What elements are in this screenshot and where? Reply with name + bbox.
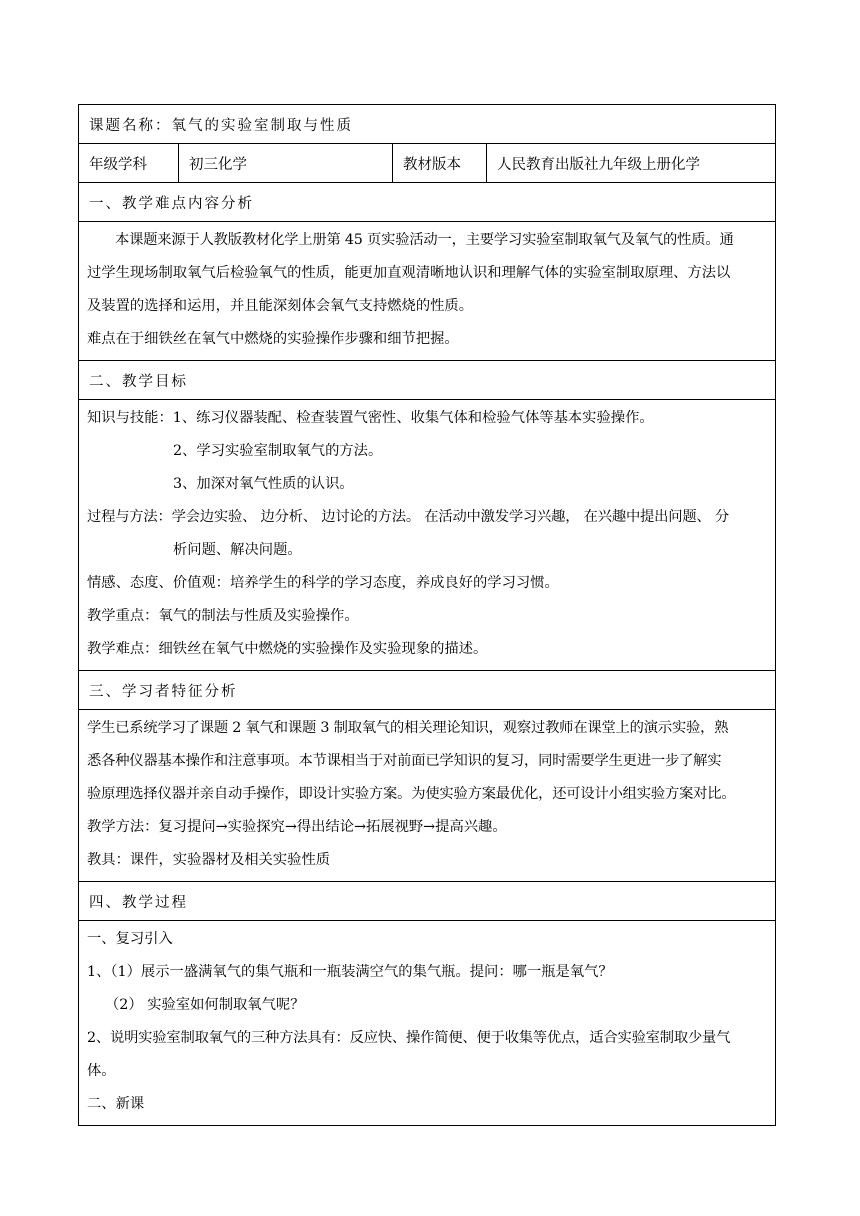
knowledge-line: 3、加深对氧气性质的认识。 bbox=[173, 476, 354, 492]
course-title-row bbox=[78, 104, 776, 143]
section-4-heading: 四、教学过程 bbox=[89, 894, 188, 911]
review-title: 一、复习引入 bbox=[87, 931, 173, 947]
paragraph-line: 过学生现场制取氧气后检验氧气的性质，能更加直观清晰地认识和理解气体的实验室制取原理、方法以 bbox=[87, 265, 731, 281]
edition-value: 人民教育出版社九年级上册化学 bbox=[497, 156, 700, 173]
section-1-body bbox=[78, 221, 776, 360]
paragraph-line: 本课题来源于人教版教材化学上册第 45 页实验活动一，主要学习实验室制取氧气及氧气的性质。通 bbox=[115, 232, 734, 248]
paragraph-line: 体。 bbox=[87, 1063, 116, 1079]
emotion-line: 情感、态度、价值观：培养学生的科学的学习态度，养成良好的学习习惯。 bbox=[87, 575, 559, 591]
paragraph-line: 悉各种仪器基本操作和注意事项。本节课相当于对前面已学知识的复习，同时需要学生更进一步了解实 bbox=[87, 753, 722, 769]
knowledge-line: 2、学习实验室制取氧气的方法。 bbox=[173, 443, 383, 459]
grade-value: 初三化学 bbox=[179, 144, 393, 182]
process-line: 过程与方法：学会边实验、 边分析、 边讨论的方法。 在活动中激发学习兴趣， 在兴趣中提出问题、 分 bbox=[87, 509, 729, 525]
new-lesson-title: 二、新课 bbox=[87, 1096, 145, 1112]
course-title bbox=[79, 105, 775, 143]
knowledge-line: 知识与技能：1、练习仪器装配、检查装置气密性、收集气体和检验气体等基本实验操作。 bbox=[87, 410, 654, 426]
course-title-label: 课题名称： bbox=[89, 117, 172, 134]
question-line: （2） 实验室如何制取氧气呢？ bbox=[105, 997, 305, 1013]
section-3-body bbox=[78, 709, 776, 881]
lesson-plan-table bbox=[78, 104, 776, 1126]
edition-label: 教材版本 bbox=[393, 144, 487, 182]
section-4-heading-row bbox=[78, 881, 776, 920]
teaching-method-line: 教学方法：复习提问→实验探究→得出结论→拓展视野→提高兴趣。 bbox=[87, 819, 507, 835]
section-2-heading: 二、教学目标 bbox=[89, 373, 188, 390]
paragraph-line: 验原理选择仪器并亲自动手操作，即设计实验方案。为使实验方案最优化，还可设计小组实验方案对比。 bbox=[87, 786, 736, 802]
paragraph-line: 难点在于细铁丝在氧气中燃烧的实验操作步骤和细节把握。 bbox=[87, 331, 459, 347]
section-4-body bbox=[78, 920, 776, 1126]
section-3-heading: 三、学习者特征分析 bbox=[89, 683, 238, 700]
section-1-heading: 一、教学难点内容分析 bbox=[89, 195, 254, 212]
paragraph-line: 及装置的选择和运用，并且能深刻体会氧气支持燃烧的性质。 bbox=[87, 298, 474, 314]
section-2-body bbox=[78, 399, 776, 670]
course-title-value: 氧气的实验室制取与性质 bbox=[171, 117, 353, 134]
paragraph-line: 学生已系统学习了课题 2 氧气和课题 3 制取氧气的相关理论知识，观察过教师在课堂上的演示实验，熟 bbox=[87, 720, 729, 736]
section-3-heading-row bbox=[78, 670, 776, 709]
grade-label: 年级学科 bbox=[79, 144, 179, 182]
key-point-line: 教学重点：氧气的制法与性质及实验操作。 bbox=[87, 608, 359, 624]
section-2-heading-row bbox=[78, 360, 776, 399]
paragraph-line: 2、说明实验室制取氧气的三种方法具有：反应快、操作简便、便于收集等优点，适合实验室制取少量气 bbox=[87, 1030, 731, 1046]
difficulty-line: 教学难点：细铁丝在氧气中燃烧的实验操作及实验现象的描述。 bbox=[87, 641, 488, 657]
teaching-aids-line: 教具：课件，实验器材及相关实验性质 bbox=[87, 852, 331, 868]
info-row bbox=[78, 143, 776, 182]
section-1-heading-row bbox=[78, 182, 776, 221]
question-line: 1、（1）展示一盛满氧气的集气瓶和一瓶装满空气的集气瓶。提问：哪一瓶是氧气？ bbox=[87, 964, 613, 980]
process-line: 析问题、解决问题。 bbox=[173, 542, 302, 558]
